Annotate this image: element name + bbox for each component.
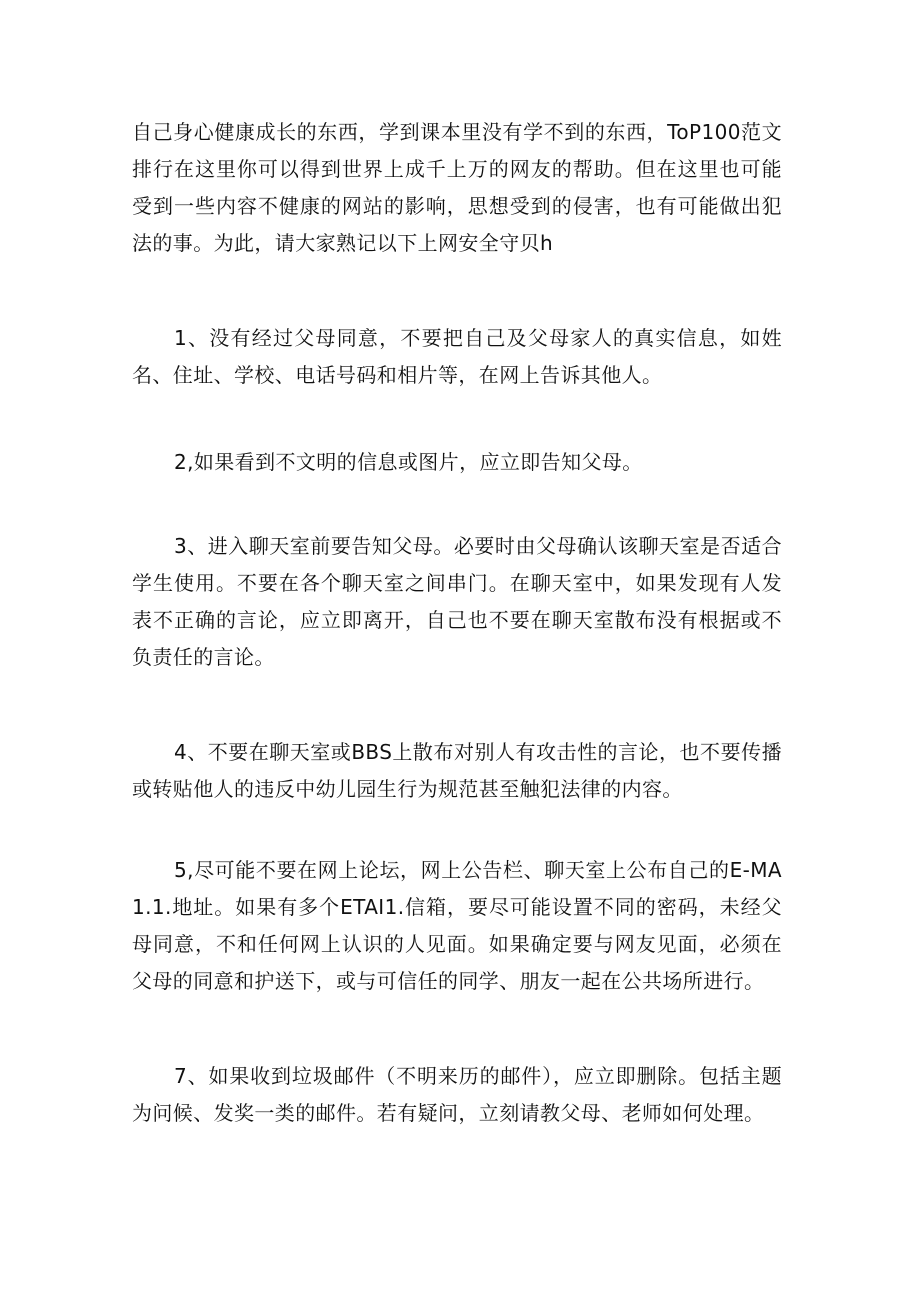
rule-2-paragraph: 2,如果看到不文明的信息或图片，应立即告知父母。 [174,450,643,474]
rule-1-paragraph: 1、没有经过父母同意，不要把自己及父母家人的真实信息，如姓名、住址、学校、电话号码和相片等，在网上告诉其他人。 [132,326,782,387]
rule-5-paragraph: 5,尽可能不要在网上论坛，网上公告栏、聊天室上公布自己的E-MA1.1.地址。如果有多个ETAI1.信箱，要尽可能设置不同的密码，未经父母同意，不和任何网上认识的人见面。如果确定要与网友见面，必须在父母的同意和护送下，或与可信任的同学、朋友一起在公共场所进行。 [132,858,782,993]
rule-4-paragraph: 4、不要在聊天室或BBS上散布对别人有攻击性的言论，也不要传播或转贴他人的违反中幼儿园生行为规范甚至触犯法律的内容。 [132,740,782,801]
rule-7-paragraph: 7、如果收到垃圾邮件（不明来历的邮件），应立即删除。包括主题为问候、发奖一类的邮件。若有疑问，立刻请教父母、老师如何处理。 [132,1064,782,1125]
intro-paragraph: 自己身心健康成长的东西，学到课本里没有学不到的东西，ToP100范文排行在这里你可以得到世界上成千上万的网友的帮助。但在这里也可能受到一些内容不健康的网站的影响，思想受到的侵害，也有可能做出犯法的事。为此，请大家熟记以下上网安全守贝h [132,120,782,255]
rule-3-paragraph: 3、进入聊天室前要告知父母。必要时由父母确认该聊天室是否适合学生使用。不要在各个聊天室之间串门。在聊天室中，如果发现有人发表不正确的言论，应立即离开，自己也不要在聊天室散布没有根据或不负责任的言论。 [132,534,782,669]
